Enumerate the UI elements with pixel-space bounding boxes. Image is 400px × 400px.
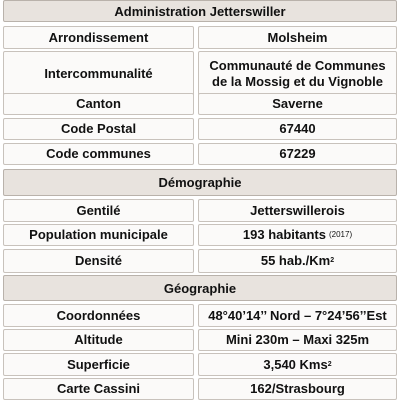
value-intercommunalite <box>198 51 397 96</box>
value-carte-cassini: 162/Strasbourg <box>198 378 397 400</box>
section-header-demographie: Démographie <box>3 169 397 196</box>
label-altitude: Altitude <box>3 329 194 351</box>
administration-table <box>3 0 397 400</box>
label-gentile: Gentilé <box>3 199 194 222</box>
table-row-code-communes <box>3 143 397 165</box>
value-altitude: Mini 230m – Maxi 325m <box>198 329 397 351</box>
table-row-population <box>3 224 397 246</box>
label-population: Population municipale <box>3 224 194 246</box>
value-coordonnees: 48°40’14’’ Nord – 7°24’56’’Est <box>198 304 397 327</box>
value-code-communes: 67229 <box>198 143 397 165</box>
value-canton: Saverne <box>198 93 397 115</box>
value-population <box>198 224 397 246</box>
table-row-canton <box>3 93 397 115</box>
label-densite: Densité <box>3 249 194 273</box>
label-carte-cassini: Carte Cassini <box>3 378 194 400</box>
value-gentile: Jetterswillerois <box>198 199 397 222</box>
label-code-postal: Code Postal <box>3 118 194 140</box>
label-arrondissement: Arrondissement <box>3 26 194 49</box>
label-superficie: Superficie <box>3 353 194 376</box>
value-intercommunalite-line1: Communauté de Communes <box>209 57 386 73</box>
table-row-densite <box>3 249 397 273</box>
value-arrondissement: Molsheim <box>198 26 397 49</box>
label-code-communes: Code communes <box>3 143 194 165</box>
densite-value: 55 hab./Km <box>260 253 331 268</box>
value-code-postal: 67440 <box>198 118 397 140</box>
superficie-value: 3,540 Kms <box>263 356 328 372</box>
table-row-coordonnees <box>3 304 397 327</box>
population-count: 193 habitants <box>242 227 326 242</box>
label-canton: Canton <box>3 93 194 115</box>
population-year: (2017) <box>328 230 353 239</box>
table-row-gentile <box>3 199 397 222</box>
table-row-arrondissement <box>3 26 397 49</box>
table-row-carte-cassini <box>3 378 397 400</box>
table-row-intercommunalite <box>3 51 397 96</box>
section-header-geographie: Géographie <box>3 275 397 301</box>
value-intercommunalite-line2: de la Mossig et du Vignoble <box>212 73 383 89</box>
table-row-code-postal <box>3 118 397 140</box>
value-superficie: 3,540 Kms 2 <box>198 353 397 376</box>
label-coordonnees: Coordonnées <box>3 304 194 327</box>
section-header-administration: Administration Jetterswiller <box>3 0 397 22</box>
table-row-superficie <box>3 353 397 376</box>
value-densite: 55 hab./Km 2 <box>198 249 397 273</box>
table-row-altitude <box>3 329 397 351</box>
label-intercommunalite: Intercommunalité <box>3 51 194 96</box>
